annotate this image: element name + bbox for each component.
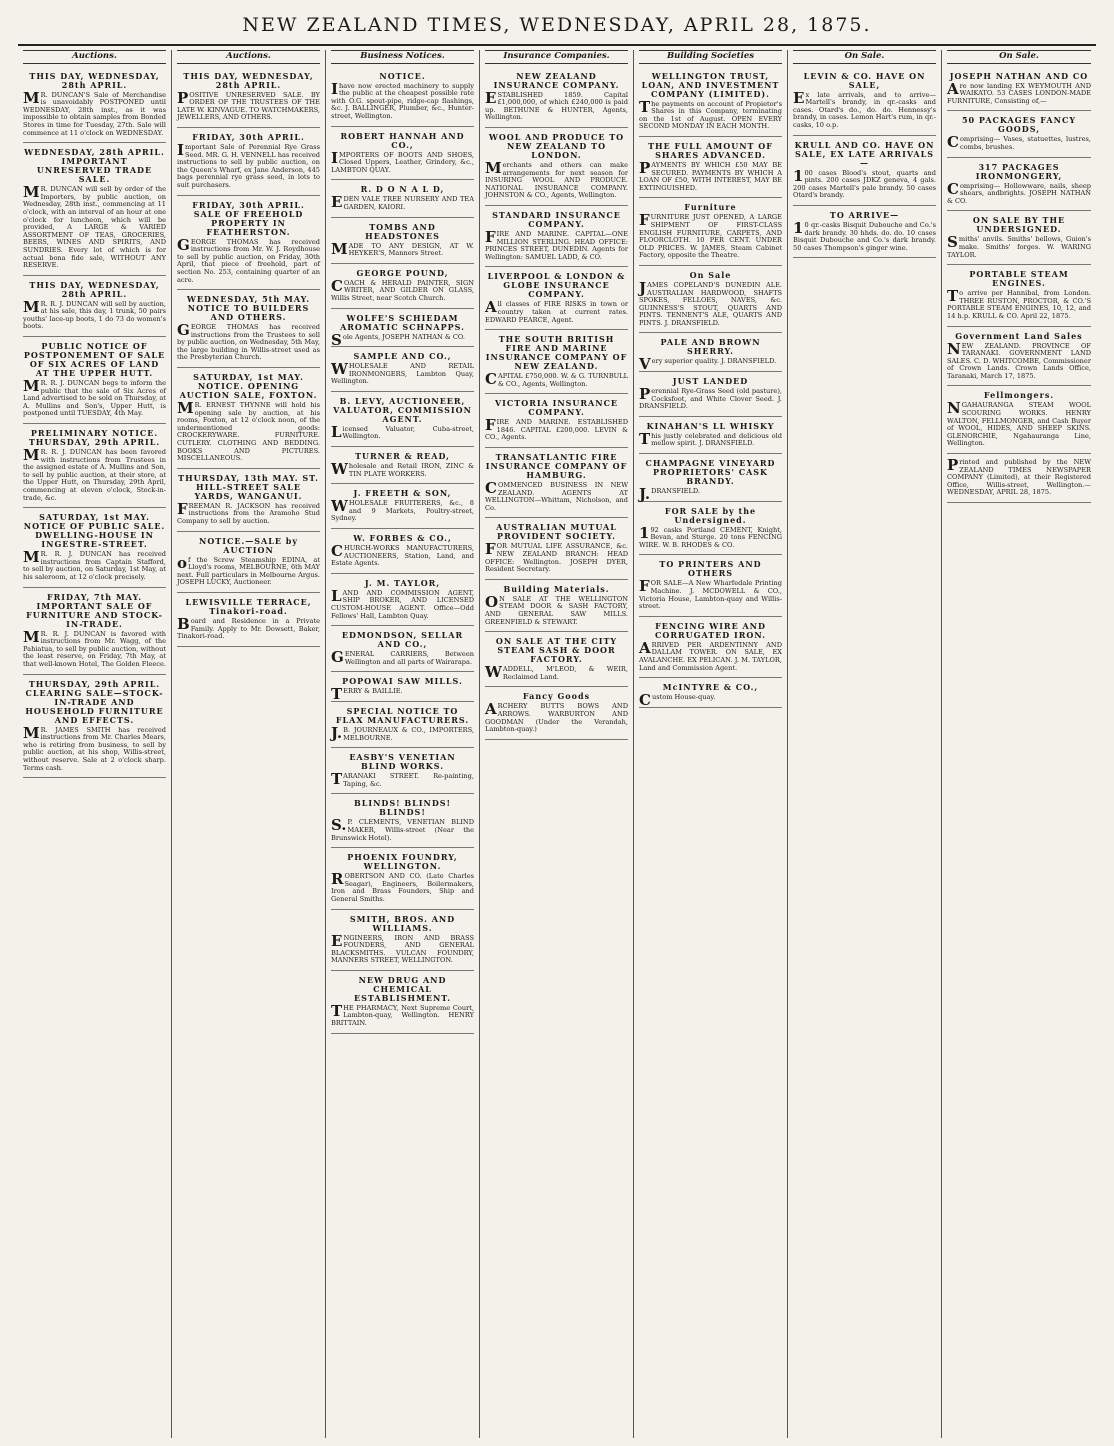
ad-heading: THURSDAY, 13th MAY. ST. HILL-STREET SALE YARDS, WANGANUI.	[178, 472, 319, 501]
advertisement	[485, 448, 628, 518]
ad-body: WHOLESALE AND RETAIL IRONMONGERS, Lambton Quay, Wellington.	[331, 360, 474, 386]
ad-body: Custom House-quay.	[639, 691, 716, 710]
ad-heading: GEORGE POUND,	[356, 267, 449, 278]
advertisement	[485, 206, 628, 267]
ad-body: ARCHERY BUTTS BOWS AND ARROWS. WARBURTON AND GOODMAN (Under the Verandah, Lambton-quay.)	[485, 700, 628, 734]
ad-body: FURNITURE JUST OPENED, A LARGE SHIPMENT OF FIRST-CLASS ENGLISH FURNITURE, CARPETS, AND FLOORCLOTH. 10 PER CENT. UNDER OLD PRICES. W. JAMES, Steam Cabinet Factory, opposite the Theatre.	[639, 211, 782, 260]
advertisement	[947, 158, 1091, 212]
ad-heading: NOTICE.	[379, 70, 426, 81]
advertisement	[331, 309, 474, 348]
ad-body: ROBERTSON AND CO. (Late Charles Seagar), Engineers, Boilermakers, Iron and Brass Founders, Ship and General Smiths.	[331, 870, 474, 903]
ad-body: THE PHARMACY, Next Supreme Court, Lambton-quay, Wellington. HENRY BRITTAIN.	[331, 1001, 474, 1028]
advertisement	[177, 593, 320, 647]
ad-body: FIRE AND MARINE. ESTABLISHED 1846. CAPITAL £200,000. LEVIN & CO., Agents.	[485, 416, 628, 442]
advertisement	[639, 417, 782, 454]
ad-body: EDEN VALE TREE NURSERY AND TEA GARDEN, KAIORI.	[331, 193, 474, 212]
ad-body: GEORGE THOMAS has received instructions from Mr. W. J. Roydhouse to sell by public auction, on Friday, 30th April, that piece of freehold, part of section No. 253, containing quarter of an acre.	[177, 235, 320, 284]
masthead-title: NEW ZEALAND TIMES, WEDNESDAY, APRIL 28, 1875.	[242, 14, 872, 36]
advertisement	[331, 447, 474, 484]
ad-body: CHURCH-WORKS MANUFACTURERS, AUCTIONEERS, Station, Land, and Estate Agents.	[331, 542, 474, 568]
advertisement	[947, 386, 1091, 454]
ad-body: J.B. JOURNEAUX & CO., IMPORTERS, MELBOURNE.	[331, 723, 474, 742]
ad-body: Comprising— Vases, statuettes, lustres, combs, brushes.	[947, 133, 1091, 152]
advertisement	[485, 267, 628, 330]
advertisement	[639, 372, 782, 417]
ad-heading: 50 PACKAGES FANCY GOODS,	[961, 115, 1077, 135]
column-3	[326, 50, 480, 1438]
ad-body: Ihave now erected machinery to supply the public at the cheapest possible rate with O.G. spout-pipe, ridge-cap flashings, &c. J. BALLINGER, Plumber, &c., Hunter-street, Wellington.	[331, 79, 474, 120]
advertisement	[23, 588, 166, 675]
ad-body: FOR SALE—A New Wharfedale Printing Machine. J. MCDOWELL & CO., Victoria House, Lambton-quay and Willis-street.	[639, 577, 782, 611]
advertisement	[639, 555, 782, 616]
ad-body: GENERAL CARRIERS, Between Wellington and all parts of Wairarapa.	[331, 648, 474, 667]
ad-heading: EDMONDSON, SELLAR AND CO.,	[341, 630, 464, 650]
ad-body: LAND AND COMMISSION AGENT, SHIP BROKER, AND LICENSED CUSTOM-HOUSE AGENT. Office—Odd Fellows' Hall, Lambton Quay.	[331, 586, 474, 620]
advertisement	[331, 702, 474, 748]
ad-body: MADE TO ANY DESIGN, AT W. HEYKER'S, Manners Street.	[331, 239, 474, 258]
advertisement	[485, 632, 628, 687]
ad-heading: ON SALE AT THE CITY STEAM SASH & DOOR FACTORY.	[495, 636, 618, 665]
ad-body: Smiths' anvils. Smiths' bellows, Guion's make. Smiths' forges. W. WARING TAYLOR.	[947, 233, 1091, 259]
advertisement	[331, 672, 474, 702]
advertisement	[331, 218, 474, 264]
ad-body: FREEMAN R. JACKSON has received instructions from the Aramoho Stud Company to sell by auction.	[177, 499, 320, 525]
ad-heading: SATURDAY, 1st MAY. NOTICE. OPENING AUCTION SALE, FOXTON.	[179, 372, 318, 401]
section-header: Insurance Companies.	[485, 50, 628, 64]
ad-heading: PORTABLE STEAM ENGINES.	[969, 269, 1069, 289]
ad-body: COACH & HERALD PAINTER, SIGN WRITER, AND GILDER ON GLASS, Willis Street, near Scotch Church.	[331, 276, 474, 302]
advertisement	[639, 333, 782, 372]
ad-body: All classes of FIRE RISKS in town or country taken at current rates. EDWARD PEARCE, Agent.	[485, 298, 628, 324]
advertisement	[331, 67, 474, 127]
ad-heading: LIVERPOOL & LONDON & GLOBE INSURANCE COMPANY.	[487, 271, 626, 300]
advertisement	[331, 910, 474, 971]
ad-heading: WELLINGTON TRUST, LOAN, AND INVESTMENT COMPANY (LIMITED).	[641, 70, 780, 99]
ad-heading: J. FREETH & SON,	[353, 488, 452, 499]
ad-body: MR. DUNCAN will sell by order of the Importers, by public auction, on Wednesday, 28th inst., commencing at 11 o'clock, with an interval of an hour at one o'clock for luncheon, which will be provided, A LARGE & VARIED ASSORTMENT OF TEAS, GROCERIES, BEERS, WINES AND SPIRITS, AND SUNDRIES. Every lot of which is for actual bona fide sale, WITHOUT ANY RESERVE.	[23, 183, 166, 270]
ad-heading: LEVIN & CO. HAVE ON SALE,	[803, 70, 926, 90]
ad-body: ESTABLISHED 1859. Capital £1,000,000, of which £240,000 is paid up. BETHUNE & HUNTER, Agents, Wellington.	[485, 88, 628, 122]
ad-heading: Building Materials.	[503, 583, 610, 594]
ad-body: 100 cases Blood's stout, quarts and pints. 200 cases JDKZ geneva, 4 gals. 200 cases Martell's pale brandy. 50 cases Otard's brandy.	[793, 166, 936, 200]
ad-heading: ROBERT HANNAH AND CO.,	[340, 130, 465, 150]
ad-heading: SMITH, BROS. AND WILLIAMS.	[349, 913, 456, 933]
advertisement	[793, 136, 936, 206]
section-header: On Sale.	[793, 50, 936, 64]
advertisement	[485, 330, 628, 394]
ad-body: This justly celebrated and delicious old mellow spirit. J. DRANSFIELD.	[639, 429, 782, 448]
ad-body: Perennial Rye-Grass Seed (old pasture), Cocksfoot, and White Clover Seed. J. DRANSFIELD.	[639, 385, 782, 411]
ad-body: Very superior quality. J. DRANSFIELD.	[639, 355, 777, 374]
ad-body: 192 casks Portland CEMENT, Knight, Bevan, and Sturge. 20 tons FENCING WIRE. W. B. RHODES & CO.	[639, 523, 782, 549]
advertisement	[947, 454, 1091, 503]
advertisement	[947, 111, 1091, 157]
ad-body: Sole Agents, JOSEPH NATHAN & CO.	[331, 330, 466, 349]
ad-heading: WOLFE'S SCHIEDAM AROMATIC SCHNAPPS.	[340, 312, 465, 332]
ad-body: MR. R. J. DUNCAN begs to inform the public that the sale of Six Acres of Land advertised to be sold on Thursday, at A. Mullins and Son's, Upper Hutt, is postponed until TUESDAY, 4th May.	[23, 377, 166, 418]
advertisement	[331, 748, 474, 794]
ad-heading: VICTORIA INSURANCE COMPANY.	[494, 398, 619, 418]
ad-heading: PRELIMINARY NOTICE. THURSDAY, 29th APRIL.	[28, 428, 161, 448]
ad-body: MR. R. J. DUNCAN will sell by auction, at his sale, this day, 1 trunk, 50 pairs youths' lace-up boots, 1 do 73 do women's boots.	[23, 297, 166, 331]
ad-heading: FENCING WIRE AND CORRUGATED IRON.	[655, 620, 766, 640]
column-2	[172, 50, 326, 1438]
advertisement	[331, 848, 474, 909]
ad-heading: JUST LANDED	[672, 376, 749, 387]
advertisement	[177, 532, 320, 593]
advertisement	[793, 206, 936, 258]
ad-heading: PUBLIC NOTICE OF POSTPONEMENT OF SALE OF SIX ACRES OF LAND AT THE UPPER HUTT.	[23, 341, 166, 379]
advertisement	[177, 128, 320, 196]
ad-body: Licensed Valuator, Cuba-street, Wellington.	[331, 422, 474, 441]
ad-heading: Fellmongers.	[983, 390, 1055, 401]
ad-heading: WOOL AND PRODUCE TO NEW ZEALAND TO LONDON.	[488, 131, 625, 160]
ad-heading: BLINDS! BLINDS! BLINDS!	[353, 798, 452, 818]
ad-heading: THIS DAY, WEDNESDAY, 28th APRIL.	[183, 70, 314, 90]
ad-heading: FRIDAY, 30th APRIL. SALE OF FREEHOLD PROPERTY IN FEATHERSTON.	[192, 199, 305, 237]
ad-heading: Government Land Sales	[955, 330, 1083, 341]
advertisement	[331, 127, 474, 181]
ad-heading: EASBY'S VENETIAN BLIND WORKS.	[349, 752, 456, 772]
ad-body: GEORGE THOMAS has received instructions from the Trustees to sell by public auction, on Wednesday, 5th May, the large building in Willis-street used as the Presbyterian Church.	[177, 321, 320, 362]
advertisement	[639, 198, 782, 266]
ad-body: Are now landing EX WEYMOUTH AND WAIKATO. 53 CASES LONDON-MADE FURNITURE, Consisting of,—	[947, 79, 1091, 105]
advertisement	[23, 276, 166, 337]
advertisement	[485, 687, 628, 739]
advertisement	[639, 454, 782, 502]
advertisement	[177, 67, 320, 128]
ad-heading: TURNER & READ,	[355, 451, 450, 462]
section-header: Business Notices.	[331, 50, 474, 64]
advertisement	[485, 128, 628, 206]
ad-body: FOR MUTUAL LIFE ASSURANCE, &c. NEW ZEALAND BRANCH: HEAD OFFICE: Wellington. JOSEPH DYER, Resident Secretary.	[485, 540, 628, 574]
ad-heading: THE SOUTH BRITISH FIRE AND MARINE INSURANCE COMPANY OF NEW ZEALAND.	[485, 334, 628, 372]
advertisement	[331, 392, 474, 447]
ad-heading: W. FORBES & CO.,	[353, 533, 452, 544]
ad-heading: FRIDAY, 7th MAY. IMPORTANT SALE OF FURNITURE AND STOCK-IN-TRADE.	[26, 591, 163, 629]
ad-body: 10 qr.-casks Bisquit Dubouche and Co.'s dark brandy. 30 hhds. do. do. 10 cases Bisquit Dubouche and Co.'s dark brandy. 50 cases Thompson's ginger wine.	[793, 218, 936, 252]
ad-body: TERRY & BAILLIE.	[331, 685, 403, 704]
ad-body: MR. R. J. DUNCAN is favored with instructions from Mr. Wagg, of the Pahiatua, to sell by public auction, without the least reserve, on Friday, 7th May, at that well-known Hotel, The Golden Fleece.	[23, 627, 166, 668]
ad-body: of the Screw Steamship EDINA, at Lloyd's rooms, MELBOURNE, 6th MAY next. Full particulars in Melbourne Argus. JOSEPH LUCKY, Auctioneer.	[177, 553, 320, 587]
ad-body: S.P. CLEMENTS, VENETIAN BLIND MAKER, Willis-street (Near the Brunswick Hotel).	[331, 816, 474, 842]
ad-heading: Furniture	[684, 202, 737, 213]
ad-body: ON SALE AT THE WELLINGTON STEAM DOOR & SASH FACTORY, AND GENERAL SAW MILLS. GREENFIELD & STEWART.	[485, 592, 628, 626]
advertisement	[23, 675, 166, 779]
advertisement	[947, 265, 1091, 326]
section-header: Auctions.	[177, 50, 320, 64]
advertisement	[331, 180, 474, 217]
ad-heading: FOR SALE by the Undersigned.	[664, 505, 757, 525]
ad-body: The payments on account of Propietor's Shares in this Company, terminating on the 1st of August. OPEN EVERY SECOND MONDAY IN EACH MONTH.	[639, 97, 782, 131]
column-6	[788, 50, 942, 1438]
ad-body: IMPORTERS OF BOOTS AND SHOES, Closed Uppers, Leather, Grindery, &c., LAMBTON QUAY.	[331, 148, 474, 174]
advertisement	[331, 264, 474, 309]
ad-body: PAYMENTS BY WHICH £50 MAY BE SECURED. PAYMENTS BY WHICH A LOAN OF £50, WITH INTEREST, MAY BE EXTINGUISHED.	[639, 158, 782, 192]
ad-body: MR. R. J. DUNCAN has received instructions from Captain Stafford, to sell by auction, on Saturday, 1st May, at his saleroom, at 12 o'clock precisely.	[23, 548, 166, 581]
ad-heading: WEDNESDAY, 5th MAY. NOTICE TO BUILDERS AND OTHERS.	[186, 294, 311, 323]
section-header: Building Societies	[639, 50, 782, 64]
ad-heading: R. D O N A L D,	[360, 184, 445, 195]
ad-body: Comprising— Hollowware, nails, sheep shears, andbrights. JOSEPH NATHAN & CO.	[947, 179, 1091, 205]
ad-heading: ON SALE BY THE UNDERSIGNED.	[972, 215, 1066, 235]
column-1	[18, 50, 172, 1438]
advertisement	[177, 196, 320, 291]
advertisement	[177, 368, 320, 469]
ad-body: COMMENCED BUSINESS IN NEW ZEALAND. AGENTS AT WELLINGTON—Whittam, Nicholson, and Co.	[485, 479, 628, 512]
ad-heading: KRULL AND CO. HAVE ON SALE, EX LATE ARRIVALS—	[794, 139, 935, 168]
advertisement	[639, 137, 782, 198]
ad-heading: FRIDAY, 30th APRIL.	[192, 131, 305, 142]
section-header: Auctions.	[23, 50, 166, 64]
advertisement	[23, 67, 166, 144]
column-5	[634, 50, 788, 1438]
ad-heading: POPOWAI SAW MILLS.	[342, 676, 463, 687]
ad-heading: STANDARD INSURANCE COMPANY.	[492, 209, 621, 229]
ad-body: TARANAKI STREET. Re-painting, Taping, &c.	[331, 770, 474, 789]
advertisement	[485, 67, 628, 128]
ad-heading: McINTYRE & CO.,	[662, 682, 759, 693]
ad-body: ARRIVED PER ARDENTINNY AND DALLAM TOWER. ON SALE, EX AVALANCHE. EX PELICAN. J. M. TAYLOR, Land and Commission Agent.	[639, 638, 782, 672]
ad-heading: PALE AND BROWN SHERRY.	[660, 337, 761, 357]
advertisement	[23, 143, 166, 276]
advertisement	[485, 580, 628, 632]
ad-heading: SAMPLE AND CO.,	[353, 351, 452, 362]
ad-body: MR. DUNCAN'S Sale of Merchandise is unavoidably POSTPONED until WEDNESDAY, 28th inst., as it was impossible to obtain samples from Bonded Stores in time for Tuesday, 27th. Sale will commence at 11 o'clock on WEDNESDAY.	[23, 88, 166, 137]
advertisement	[639, 67, 782, 137]
ad-body: CAPITAL £750,000. W. & G. TURNBULL & CO., Agents, Wellington.	[485, 370, 628, 389]
ad-heading: PHOENIX FOUNDRY, WELLINGTON.	[347, 852, 458, 872]
advertisement	[947, 211, 1091, 265]
ad-body: Printed and published by the NEW ZEALAND TIMES NEWSPAPER COMPANY (Limited), at their Registered Office, Willis-street, Wellington.—WEDNESDAY, APRIL 28, 1875.	[947, 456, 1091, 497]
masthead	[18, 0, 1096, 46]
advertisement	[639, 617, 782, 678]
ad-body: MR. JAMES SMITH has received instructions from Mr. Charles Mears, who is retiring from business, to sell by public auction, at his shop, Willis-street, without reserve. Sale at 2 o'clock sharp. Terms cash.	[23, 723, 166, 772]
ad-heading: TO PRINTERS AND OTHERS	[659, 559, 762, 579]
ad-heading: TRANSATLANTIC FIRE INSURANCE COMPANY OF HAMBURG.	[485, 452, 628, 481]
advertisement	[485, 518, 628, 579]
ad-body: To arrive per Hannibal, from London. THREE RUSTON, PROCTOR, & CO.'S PORTABLE STEAM ENGINES, 10, 12, and 14 h.p. KRULL & CO. April 22, 1875.	[947, 287, 1091, 320]
ad-heading: SATURDAY, 1st MAY. NOTICE OF PUBLIC SALE. DWELLING-HOUSE IN INGESTRE-STREET.	[23, 512, 166, 550]
advertisement	[331, 794, 474, 848]
columns-container	[18, 50, 1096, 1438]
advertisement	[331, 626, 474, 672]
ad-heading: NEW DRUG AND CHEMICAL ESTABLISHMENT.	[353, 974, 452, 1003]
ad-body: ENGINEERS, IRON AND BRASS FOUNDERS, AND GENERAL BLACKSMITHS. VULCAN FOUNDRY, MANNERS STREET, WELLINGTON.	[331, 931, 474, 965]
ad-heading: NOTICE.—SALE by AUCTION	[199, 535, 298, 555]
advertisement	[639, 266, 782, 334]
ad-body: Important Sale of Perennial Rye Grass Seed. MR. G. H. VENNELL has received instructions to sell by public auction, on the Queen's Wharf, ex Jane Anderson, 445 bags perennial rye grass seed, in lots to suit purchasers.	[177, 140, 320, 189]
advertisement	[793, 67, 936, 136]
advertisement	[331, 484, 474, 529]
ad-heading: LEWISVILLE TERRACE, Tinakori-road.	[185, 596, 312, 616]
ad-body: FIRE AND MARINE. CAPITAL—ONE MILLION STERLING. HEAD OFFICE: PRINCES STREET, DUNEDIN. Agents for Wellington: SAMUEL LADD, & CO.	[485, 227, 628, 261]
advertisement	[485, 394, 628, 448]
advertisement	[947, 67, 1091, 112]
ad-body: POSITIVE UNRESERVED SALE. BY ORDER OF THE TRUSTEES OF THE LATE W. KINVAGUE. TO WATCHMAKERS, JEWELLERS, AND OTHERS.	[177, 88, 320, 122]
ad-heading: NEW ZEALAND INSURANCE COMPANY.	[493, 70, 620, 90]
ad-body: JAMES COPELAND'S DUNEDIN ALE. AUSTRALIAN HARDWOOD, SHAFTS SPOKES, FELLOES, NAVES, &c. GUINNESS'S STOUT, QUARTS AND PINTS. TENNENT'S ALE, QUARTS AND PINTS. J. DRANSFIELD.	[639, 278, 782, 327]
ad-heading: AUSTRALIAN MUTUAL PROVIDENT SOCIETY.	[496, 522, 617, 542]
ad-heading: THE FULL AMOUNT OF SHARES ADVANCED.	[648, 140, 773, 160]
ad-body: Wholesale and Retail IRON, ZINC & TIN PLATE WORKERS.	[331, 460, 474, 479]
ad-heading: CHAMPAGNE VINEYARD PROPRIETORS' CASK BRANDY.	[645, 458, 776, 487]
ad-heading: SPECIAL NOTICE TO FLAX MANUFACTURERS.	[335, 705, 470, 725]
ad-body: NEW ZEALAND. PROVINCE OF TARANAKI. GOVERNMENT LAND SALES. C. D. WHITCOMBE, Commissioner of Crown Lands. Crown Lands Office, Taranaki, March 17, 1875.	[947, 339, 1091, 380]
section-header: On Sale.	[947, 50, 1091, 64]
ad-heading: THURSDAY, 29th APRIL. CLEARING SALE—STOCK-IN-TRADE AND HOUSEHOLD FURNITURE AND EFFECTS.	[25, 678, 164, 725]
ad-heading: On Sale	[689, 269, 732, 280]
ad-body: Board and Residence in a Private Family. Apply to Mr. Dowsett, Baker, Tinakori-road.	[177, 614, 320, 641]
ad-heading: THIS DAY, WEDNESDAY, 28th APRIL.	[29, 279, 160, 299]
ad-heading: TOMBS AND HEADSTONES	[365, 221, 440, 241]
ad-body: MR. ERNEST THYNNE will hold his opening sale by auction, at his rooms, Foxton, at 12 o'clock noon, of the undermentioned goods: CROCKERYWARE. FURNITURE. CUTLERY. CLOTHING AND BEDDING. BOOKS AND PICTURES. MISCELLANEOUS.	[177, 399, 320, 463]
ad-body: WHOLESALE FRUITERERS, &c., 8 and 9 Markets, Poultry-street, Sydney.	[331, 497, 474, 523]
column-7	[942, 50, 1096, 1438]
ad-body: Merchants and others can make arrangements for next season for INSURING WOOL AND PRODUCE. NATIONAL INSURANCE COMPANY. JOHNSTON & CO., Agents, Wellington.	[485, 158, 628, 200]
ad-heading: B. LEVY, AUCTIONEER, VALUATOR, COMMISSION AGENT.	[333, 395, 472, 424]
ad-heading: Fancy Goods	[522, 691, 591, 702]
ad-heading: THIS DAY, WEDNESDAY, 28th APRIL.	[29, 70, 160, 90]
advertisement	[23, 337, 166, 424]
ad-body: NGAHAURANGA STEAM WOOL SCOURING WORKS. HENRY WALTON, FELLMONGER, and Cash Buyer of WOOL, HIDES, AND SHEEP SKINS. GLENORCHIE, Ngahauranga Line, Wellington.	[947, 399, 1091, 448]
advertisement	[331, 529, 474, 574]
ad-heading: WEDNESDAY, 28th APRIL. IMPORTANT UNRESERVED TRADE SALE.	[24, 147, 165, 185]
advertisement	[331, 971, 474, 1034]
ad-heading: J. M. TAYLOR,	[364, 577, 441, 588]
ad-heading: JOSEPH NATHAN AND CO	[949, 70, 1089, 81]
advertisement	[177, 469, 320, 532]
advertisement	[23, 424, 166, 508]
ad-heading: TO ARRIVE—	[829, 209, 900, 220]
advertisement	[177, 290, 320, 368]
ad-heading: KINAHAN'S LL WHISKY	[646, 420, 775, 431]
ad-body: MR. R. J. DUNCAN has been favored with instructions from Trustees in the assigned estate of A. Mullins and Son, to sell by public auction, at their store, at the Upper Hutt, on Thursday, 29th April, commencing at eleven o'clock, Stock-in-trade, &c.	[23, 446, 166, 502]
column-4	[480, 50, 634, 1438]
ad-heading: 317 PACKAGES IRONMONGERY,	[975, 161, 1063, 181]
advertisement	[947, 327, 1091, 387]
ad-body: WADDELL, M'LEOD, & WEIR, Reclaimed Land.	[485, 663, 628, 682]
advertisement	[331, 347, 474, 392]
advertisement	[639, 678, 782, 708]
ad-body: Ex late arrivals, and to arrive— Martell's brandy, in qr.-casks and cases. Otard's do., do. do. Hennessy's brandy, in cases. Lemon Hart's rum, in qr.-casks, 10 o.p.	[793, 88, 936, 129]
advertisement	[639, 502, 782, 556]
ad-body: J.DRANSFIELD.	[639, 485, 700, 504]
advertisement	[331, 574, 474, 626]
advertisement	[23, 508, 166, 587]
